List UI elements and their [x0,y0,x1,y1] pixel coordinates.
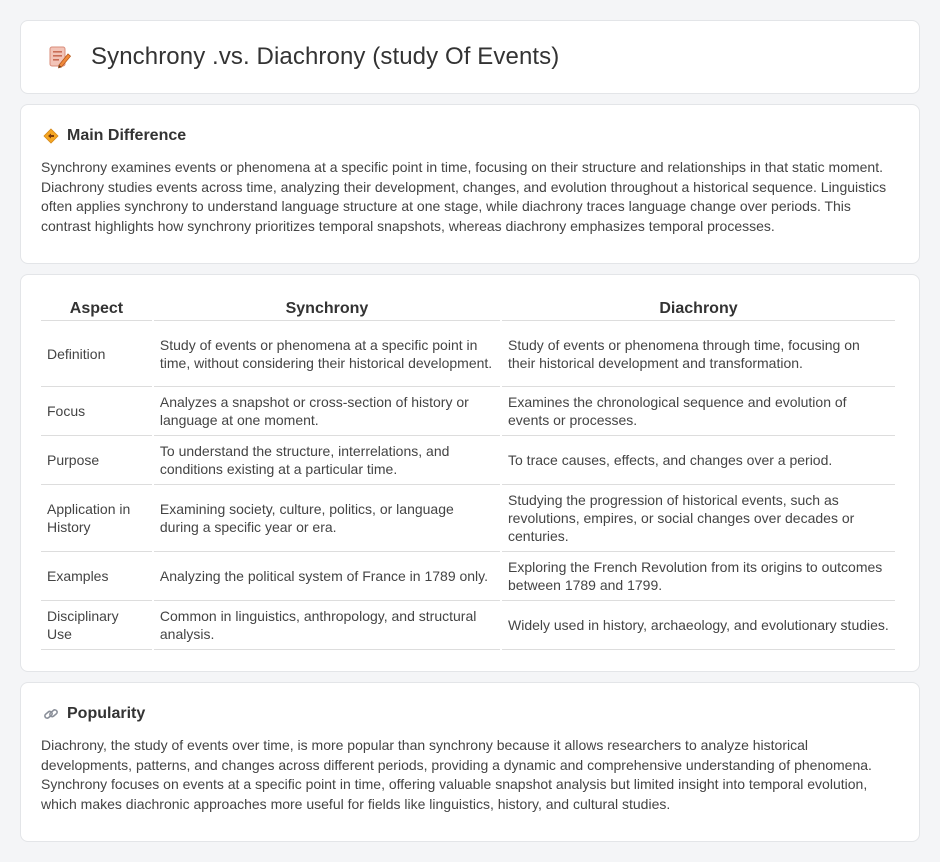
row-diachrony: Exploring the French Revolution from its origins to outcomes between 1789 and 1799. [502,552,895,601]
row-diachrony: Examines the chronological sequence and evolution of events or processes. [502,387,895,436]
column-header-synchrony: Synchrony [154,297,500,321]
row-synchrony: Analyzing the political system of France in 1789 only. [154,552,500,601]
row-aspect: Examples [41,552,152,601]
row-aspect: Purpose [41,436,152,485]
diamond-arrows-icon [43,128,59,144]
comparison-section [20,274,920,672]
table-header-row [41,297,895,321]
title-card [20,20,920,94]
table-row [41,601,895,650]
row-diachrony: Studying the progression of historical events, such as revolutions, empires, or social changes over decades or centuries. [502,485,895,552]
main-difference-text: Synchrony examines events or phenomena at a specific point in time, focusing on their structure and relationships in that static moment. Diachrony studies events across time, analyzing their development, changes, and evolution throughout a historical sequence. Linguistics often applies synchrony to understand language structure at one stage, while diachrony traces language change over periods. This contrast highlights how synchrony prioritizes temporal snapshots, whereas diachrony emphasizes temporal processes. [41,159,887,234]
main-difference-heading: Main Difference [67,127,187,144]
row-diachrony: Study of events or phenomena through time, focusing on their historical development and transformation. [502,321,895,387]
column-header-aspect: Aspect [41,297,152,321]
link-icon [43,706,59,722]
table-row [41,552,895,601]
comparison-table [39,297,897,650]
popularity-text: Diachrony, the study of events over time, is more popular than synchrony because it allows researchers to analyze historical developments, patterns, and changes across different periods, providing a dynamic and comprehensive understanding of phenomena. Synchrony focuses on events at a specific point in time, offering valuable snapshot analysis but limited insight into temporal evolution, which makes diachronic approaches more useful for fields like linguistics, history, and cultural studies. [41,737,872,812]
document-pencil-icon [45,43,73,71]
row-synchrony: Study of events or phenomena at a specific point in time, without considering their historical development. [154,321,500,387]
page-title: Synchrony .vs. Diachrony (study Of Events) [91,43,560,70]
row-aspect: Disciplinary Use [41,601,152,650]
popularity-section [20,682,920,842]
row-aspect: Definition [41,321,152,387]
row-aspect: Application in History [41,485,152,552]
column-header-diachrony: Diachrony [502,297,895,321]
row-aspect: Focus [41,387,152,436]
row-synchrony: Analyzes a snapshot or cross-section of history or language at one moment. [154,387,500,436]
table-row [41,485,895,552]
main-difference-section [20,104,920,264]
table-row [41,387,895,436]
row-diachrony: Widely used in history, archaeology, and evolutionary studies. [502,601,895,650]
popularity-heading: Popularity [67,705,146,722]
row-diachrony: To trace causes, effects, and changes over a period. [502,436,895,485]
table-row [41,321,895,387]
row-synchrony: Examining society, culture, politics, or language during a specific year or era. [154,485,500,552]
row-synchrony: Common in linguistics, anthropology, and structural analysis. [154,601,500,650]
table-row [41,436,895,485]
row-synchrony: To understand the structure, interrelations, and conditions existing at a particular time. [154,436,500,485]
